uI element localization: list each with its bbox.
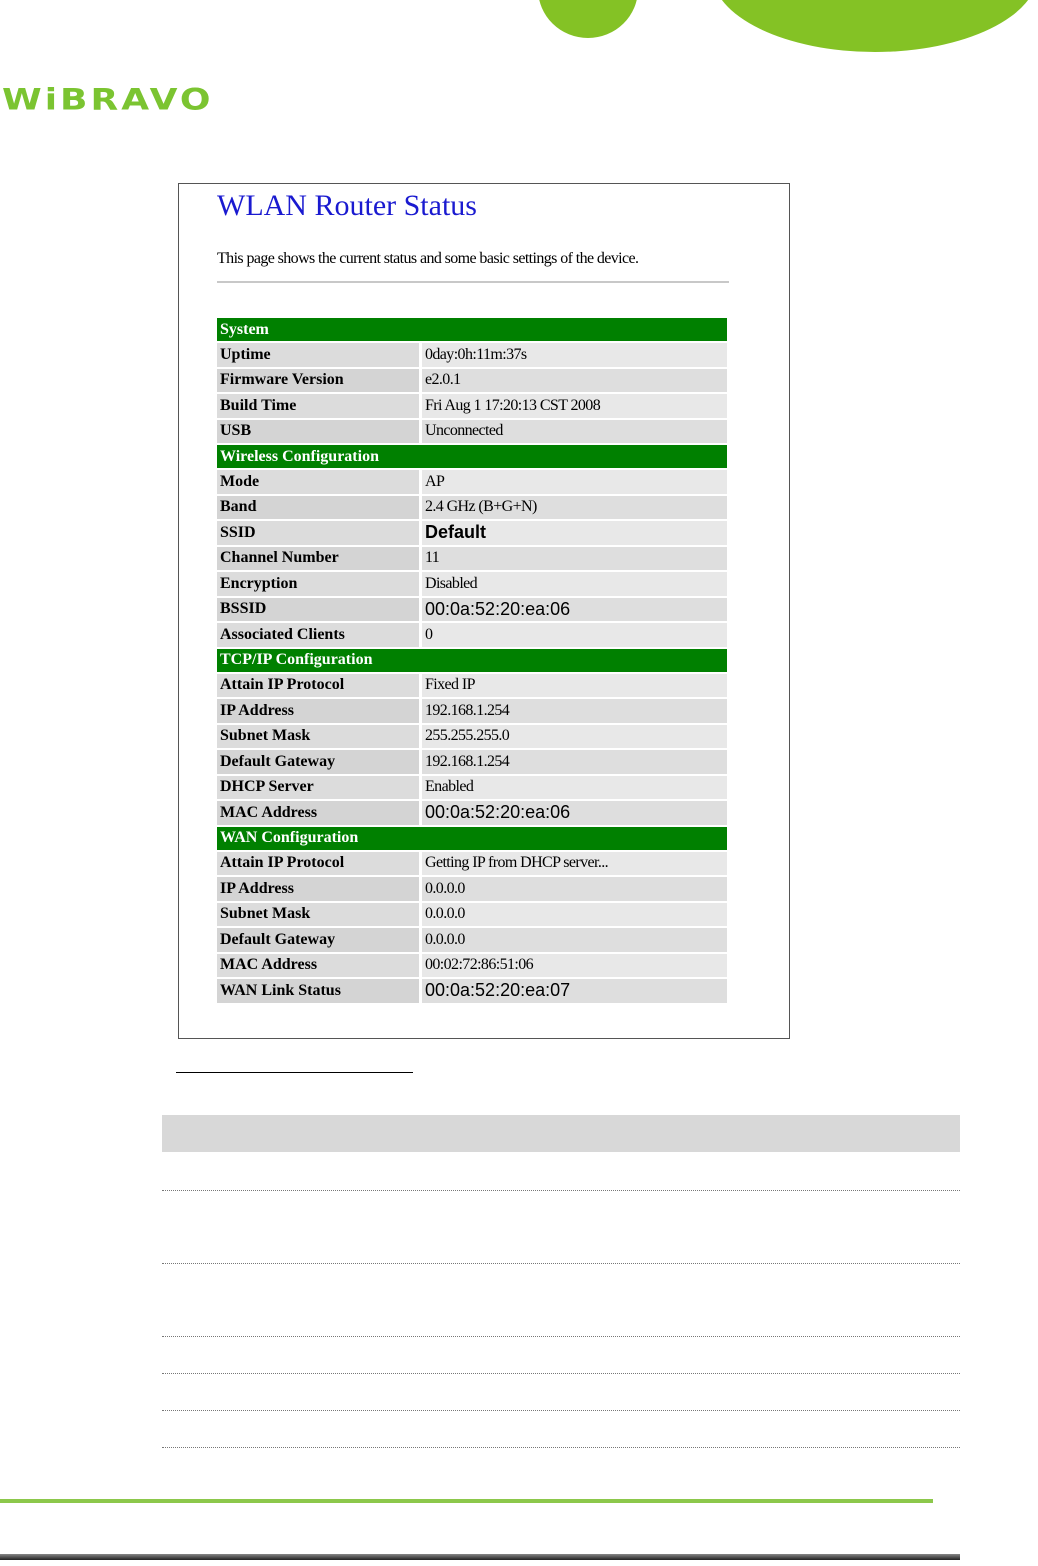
row-label: Band xyxy=(217,496,419,520)
table-row xyxy=(217,750,727,774)
row-value: Default xyxy=(422,521,727,545)
row-label: Attain IP Protocol xyxy=(217,852,419,876)
table-cell xyxy=(400,1264,960,1336)
table-row xyxy=(162,1337,960,1374)
row-label: Firmware Version xyxy=(217,369,419,393)
section-header-tcpip: TCP/IP Configuration xyxy=(217,649,727,672)
table-cell xyxy=(400,1152,960,1190)
row-value: Getting IP from DHCP server... xyxy=(422,852,727,876)
row-value: 192.168.1.254 xyxy=(422,699,727,723)
row-value: 00:0a:52:20:ea:06 xyxy=(422,801,727,825)
row-label: Uptime xyxy=(217,343,419,367)
table-header xyxy=(162,1115,960,1152)
row-value: Fixed IP xyxy=(422,674,727,698)
router-status-screenshot xyxy=(178,183,790,1039)
table-row xyxy=(162,1411,960,1448)
row-label: Default Gateway xyxy=(217,928,419,952)
table-row xyxy=(217,954,727,978)
divider xyxy=(217,281,729,283)
footer-dark-rule xyxy=(0,1554,960,1560)
row-label: WAN Link Status xyxy=(217,979,419,1003)
row-label: DHCP Server xyxy=(217,776,419,800)
row-value: 0.0.0.0 xyxy=(422,903,727,927)
table-row xyxy=(162,1374,960,1411)
table-row xyxy=(162,1191,960,1264)
row-value: 2.4 GHz (B+G+N) xyxy=(422,496,727,520)
table-row xyxy=(217,623,727,647)
row-label: MAC Address xyxy=(217,801,419,825)
table-row xyxy=(217,725,727,749)
section-header-system: System xyxy=(217,318,727,341)
table-row xyxy=(217,903,727,927)
table-row xyxy=(217,470,727,494)
row-label: MAC Address xyxy=(217,954,419,978)
table-row xyxy=(217,877,727,901)
table-cell xyxy=(162,1152,400,1190)
table-row xyxy=(162,1152,960,1191)
row-label: Mode xyxy=(217,470,419,494)
row-value: AP xyxy=(422,470,727,494)
table-row xyxy=(217,699,727,723)
row-label: Channel Number xyxy=(217,547,419,571)
table-row xyxy=(217,521,727,545)
table-cell xyxy=(400,1411,960,1447)
decor-green-circle xyxy=(538,0,638,38)
row-value: 00:02:72:86:51:06 xyxy=(422,954,727,978)
row-value: 192.168.1.254 xyxy=(422,750,727,774)
row-label: BSSID xyxy=(217,598,419,622)
row-value: Disabled xyxy=(422,572,727,596)
row-label: Default Gateway xyxy=(217,750,419,774)
decor-green-shape xyxy=(712,0,1038,52)
table-row xyxy=(217,928,727,952)
row-label: Encryption xyxy=(217,572,419,596)
table-cell xyxy=(400,1191,960,1263)
table-row xyxy=(162,1264,960,1337)
row-value: 00:0a:52:20:ea:07 xyxy=(422,979,727,1003)
caption-underline xyxy=(176,1072,413,1073)
row-value: 0.0.0.0 xyxy=(422,928,727,952)
table-row xyxy=(217,343,727,367)
row-label: IP Address xyxy=(217,877,419,901)
table-row xyxy=(217,547,727,571)
row-value: Fri Aug 1 17:20:13 CST 2008 xyxy=(422,394,727,418)
table-row xyxy=(217,369,727,393)
row-label: Subnet Mask xyxy=(217,903,419,927)
footer-green-rule xyxy=(0,1499,933,1503)
section-header-wireless: Wireless Configuration xyxy=(217,445,727,468)
row-value: 00:0a:52:20:ea:06 xyxy=(422,598,727,622)
table-cell xyxy=(400,1374,960,1410)
row-value: 0.0.0.0 xyxy=(422,877,727,901)
table-row xyxy=(217,420,727,444)
row-value: 255.255.255.0 xyxy=(422,725,727,749)
row-label: IP Address xyxy=(217,699,419,723)
table-row xyxy=(217,801,727,825)
table-cell xyxy=(162,1337,400,1373)
row-label: Build Time xyxy=(217,394,419,418)
page-title: WLAN Router Status xyxy=(217,189,477,222)
table-cell xyxy=(162,1264,400,1336)
status-table xyxy=(217,318,727,1005)
row-value: Unconnected xyxy=(422,420,727,444)
row-value: e2.0.1 xyxy=(422,369,727,393)
table-row xyxy=(217,394,727,418)
row-value: 0day:0h:11m:37s xyxy=(422,343,727,367)
row-label: Subnet Mask xyxy=(217,725,419,749)
table-row xyxy=(217,979,727,1003)
table-cell xyxy=(162,1411,400,1447)
brand-logo: WiBRAVO xyxy=(2,83,214,117)
row-label: Associated Clients xyxy=(217,623,419,647)
table-row xyxy=(217,674,727,698)
row-label: SSID xyxy=(217,521,419,545)
table-row xyxy=(217,598,727,622)
table-cell xyxy=(162,1191,400,1263)
page-description: This page shows the current status and some basic settings of the device. xyxy=(217,250,639,267)
row-value: 0 xyxy=(422,623,727,647)
row-label: USB xyxy=(217,420,419,444)
table-cell xyxy=(400,1337,960,1373)
table-cell xyxy=(162,1374,400,1410)
section-header-wan: WAN Configuration xyxy=(217,827,727,850)
row-label: Attain IP Protocol xyxy=(217,674,419,698)
table-row xyxy=(217,776,727,800)
row-value: Enabled xyxy=(422,776,727,800)
table-row xyxy=(217,572,727,596)
description-table xyxy=(162,1115,960,1448)
table-row xyxy=(217,496,727,520)
row-value: 11 xyxy=(422,547,727,571)
table-row xyxy=(217,852,727,876)
